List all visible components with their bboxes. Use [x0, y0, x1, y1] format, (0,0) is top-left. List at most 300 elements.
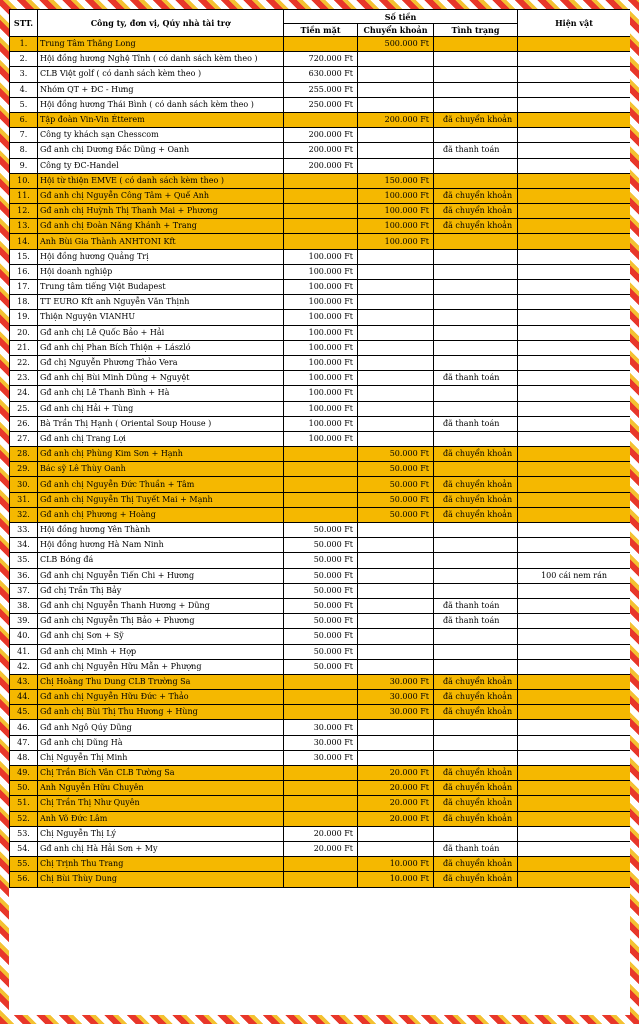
in-kind-gift	[518, 173, 630, 188]
table-row	[10, 112, 631, 127]
header-status: Tình trạng	[434, 24, 518, 37]
in-kind-gift	[518, 340, 630, 355]
in-kind-gift	[518, 720, 630, 735]
in-kind-gift	[518, 416, 630, 431]
payment-status: đã chuyển khoản	[434, 781, 518, 796]
donor-name: Gđ anh chị Bùi Minh Dũng + Nguyệt	[38, 371, 284, 386]
in-kind-gift	[518, 781, 630, 796]
donor-name: Gđ anh chị Phương + Hoàng	[38, 507, 284, 522]
transfer-amount	[358, 264, 434, 279]
cash-amount	[284, 705, 358, 720]
row-number: 51.	[10, 796, 38, 811]
donor-name: Chị Trần Bích Vân CLB Tường Sa	[38, 766, 284, 781]
transfer-amount: 30.000 Ft	[358, 690, 434, 705]
payment-status: đã thanh toán	[434, 416, 518, 431]
row-number: 50.	[10, 781, 38, 796]
table-row	[10, 857, 631, 872]
row-number: 39.	[10, 614, 38, 629]
payment-status: đã chuyển khoản	[434, 766, 518, 781]
donor-name: Gđ anh chị Phan Bích Thiện + László	[38, 340, 284, 355]
donor-name: Gđ anh chị Huỳnh Thị Thanh Mai + Phương	[38, 204, 284, 219]
cash-amount	[284, 234, 358, 249]
in-kind-gift	[518, 82, 630, 97]
transfer-amount	[358, 553, 434, 568]
payment-status: đã chuyển khoản	[434, 857, 518, 872]
row-number: 38.	[10, 598, 38, 613]
row-number: 11.	[10, 188, 38, 203]
row-number: 10.	[10, 173, 38, 188]
row-number: 33.	[10, 523, 38, 538]
row-number: 28.	[10, 447, 38, 462]
payment-status: đã thanh toán	[434, 614, 518, 629]
payment-status	[434, 386, 518, 401]
table-row	[10, 583, 631, 598]
cash-amount: 100.000 Ft	[284, 355, 358, 370]
transfer-amount	[358, 249, 434, 264]
cash-amount: 100.000 Ft	[284, 340, 358, 355]
cash-amount	[284, 462, 358, 477]
transfer-amount: 200.000 Ft	[358, 112, 434, 127]
cash-amount	[284, 690, 358, 705]
cash-amount: 20.000 Ft	[284, 826, 358, 841]
table-row	[10, 872, 631, 887]
transfer-amount	[358, 52, 434, 67]
in-kind-gift	[518, 310, 630, 325]
table-row	[10, 264, 631, 279]
cash-amount	[284, 796, 358, 811]
cash-amount	[284, 112, 358, 127]
payment-status	[434, 826, 518, 841]
in-kind-gift	[518, 112, 630, 127]
donor-name: Gđ anh chị Sơn + Sỹ	[38, 629, 284, 644]
transfer-amount: 30.000 Ft	[358, 705, 434, 720]
cash-amount: 50.000 Ft	[284, 553, 358, 568]
table-row	[10, 735, 631, 750]
transfer-amount: 500.000 Ft	[358, 37, 434, 52]
in-kind-gift	[518, 386, 630, 401]
transfer-amount	[358, 431, 434, 446]
cash-amount: 100.000 Ft	[284, 386, 358, 401]
transfer-amount: 100.000 Ft	[358, 204, 434, 219]
table-row	[10, 659, 631, 674]
row-number: 45.	[10, 705, 38, 720]
cash-amount: 20.000 Ft	[284, 841, 358, 856]
transfer-amount	[358, 386, 434, 401]
header-transfer: Chuyển khoản	[358, 24, 434, 37]
payment-status: đã chuyển khoản	[434, 507, 518, 522]
in-kind-gift	[518, 553, 630, 568]
in-kind-gift	[518, 659, 630, 674]
row-number: 5.	[10, 97, 38, 112]
in-kind-gift	[518, 295, 630, 310]
row-number: 56.	[10, 872, 38, 887]
payment-status: đã chuyển khoản	[434, 796, 518, 811]
payment-status	[434, 401, 518, 416]
row-number: 40.	[10, 629, 38, 644]
in-kind-gift	[518, 507, 630, 522]
in-kind-gift	[518, 705, 630, 720]
cash-amount: 100.000 Ft	[284, 401, 358, 416]
cash-amount	[284, 811, 358, 826]
cash-amount	[284, 188, 358, 203]
in-kind-gift	[518, 325, 630, 340]
donor-name: Công ty ĐC-Handel	[38, 158, 284, 173]
table-row	[10, 674, 631, 689]
donor-name: Tập đoàn Vin-Vin Étterem	[38, 112, 284, 127]
donor-name: Gđ anh chị Lê Quốc Bảo + Hải	[38, 325, 284, 340]
payment-status: đã chuyển khoản	[434, 872, 518, 887]
donor-name: Gđ anh chị Nguyễn Thị Tuyết Mai + Mạnh	[38, 492, 284, 507]
row-number: 37.	[10, 583, 38, 598]
transfer-amount	[358, 644, 434, 659]
transfer-amount	[358, 295, 434, 310]
table-row	[10, 280, 631, 295]
payment-status	[434, 340, 518, 355]
table-row	[10, 355, 631, 370]
table-row	[10, 447, 631, 462]
cash-amount: 100.000 Ft	[284, 280, 358, 295]
cash-amount: 250.000 Ft	[284, 97, 358, 112]
donor-name: Chị Nguyễn Thị Lý	[38, 826, 284, 841]
transfer-amount	[358, 355, 434, 370]
row-number: 30.	[10, 477, 38, 492]
in-kind-gift	[518, 371, 630, 386]
transfer-amount: 150.000 Ft	[358, 173, 434, 188]
payment-status	[434, 264, 518, 279]
in-kind-gift	[518, 796, 630, 811]
payment-status	[434, 173, 518, 188]
payment-status: đã thanh toán	[434, 841, 518, 856]
table-row	[10, 234, 631, 249]
in-kind-gift	[518, 462, 630, 477]
cash-amount: 50.000 Ft	[284, 523, 358, 538]
in-kind-gift	[518, 872, 630, 887]
payment-status: đã chuyển khoản	[434, 219, 518, 234]
donor-name: Gđ anh chị Nguyễn Tiến Chi + Hương	[38, 568, 284, 583]
cash-amount: 255.000 Ft	[284, 82, 358, 97]
donor-name: Bà Trần Thị Hạnh ( Oriental Soup House )	[38, 416, 284, 431]
donor-name: Chị Bùi Thùy Dung	[38, 872, 284, 887]
cash-amount: 30.000 Ft	[284, 750, 358, 765]
cash-amount	[284, 447, 358, 462]
in-kind-gift	[518, 538, 630, 553]
donor-name: Anh Bùi Gia Thành ANHTONI Kft	[38, 234, 284, 249]
table-row	[10, 386, 631, 401]
row-number: 19.	[10, 310, 38, 325]
donor-name: Gđ anh chị Nguyễn Công Tâm + Quế Anh	[38, 188, 284, 203]
in-kind-gift	[518, 219, 630, 234]
transfer-amount	[358, 325, 434, 340]
table-row	[10, 325, 631, 340]
row-number: 54.	[10, 841, 38, 856]
cash-amount	[284, 219, 358, 234]
transfer-amount	[358, 538, 434, 553]
cash-amount	[284, 204, 358, 219]
row-number: 53.	[10, 826, 38, 841]
payment-status	[434, 523, 518, 538]
transfer-amount: 50.000 Ft	[358, 462, 434, 477]
in-kind-gift	[518, 355, 630, 370]
row-number: 14.	[10, 234, 38, 249]
table-row	[10, 188, 631, 203]
in-kind-gift	[518, 280, 630, 295]
donor-name: Gđ chị Trần Thị Bảy	[38, 583, 284, 598]
table-row	[10, 781, 631, 796]
in-kind-gift	[518, 477, 630, 492]
cash-amount: 30.000 Ft	[284, 735, 358, 750]
cash-amount: 100.000 Ft	[284, 295, 358, 310]
donor-name: Gđ anh chị Nguyễn Thị Bảo + Phương	[38, 614, 284, 629]
cash-amount: 200.000 Ft	[284, 128, 358, 143]
payment-status: đã chuyển khoản	[434, 492, 518, 507]
payment-status	[434, 325, 518, 340]
payment-status	[434, 295, 518, 310]
row-number: 42.	[10, 659, 38, 674]
transfer-amount	[358, 128, 434, 143]
header-amount: Số tiền	[284, 10, 518, 24]
cash-amount: 50.000 Ft	[284, 583, 358, 598]
cash-amount	[284, 781, 358, 796]
in-kind-gift	[518, 188, 630, 203]
payment-status	[434, 97, 518, 112]
transfer-amount	[358, 97, 434, 112]
transfer-amount: 20.000 Ft	[358, 766, 434, 781]
donor-name: Gđ anh chị Nguyễn Thanh Hương + Dũng	[38, 598, 284, 613]
table-row	[10, 477, 631, 492]
payment-status: đã chuyển khoản	[434, 477, 518, 492]
payment-status: đã chuyển khoản	[434, 811, 518, 826]
table-row	[10, 97, 631, 112]
transfer-amount	[358, 416, 434, 431]
donor-name: Anh Võ Đức Lâm	[38, 811, 284, 826]
in-kind-gift	[518, 249, 630, 264]
table-row	[10, 340, 631, 355]
payment-status	[434, 720, 518, 735]
row-number: 48.	[10, 750, 38, 765]
donor-name: Gđ anh chị Hải + Tùng	[38, 401, 284, 416]
donor-name: Gđ anh chị Bùi Thị Thu Hương + Hùng	[38, 705, 284, 720]
payment-status	[434, 249, 518, 264]
row-number: 6.	[10, 112, 38, 127]
donor-name: Trung Tâm Thăng Long	[38, 37, 284, 52]
cash-amount	[284, 492, 358, 507]
row-number: 26.	[10, 416, 38, 431]
donor-name: Chị Trần Thị Như Quyên	[38, 796, 284, 811]
donor-name: Gđ anh chị Minh + Hợp	[38, 644, 284, 659]
payment-status: đã thanh toán	[434, 371, 518, 386]
payment-status: đã chuyển khoản	[434, 690, 518, 705]
in-kind-gift	[518, 841, 630, 856]
payment-status	[434, 52, 518, 67]
transfer-amount: 20.000 Ft	[358, 781, 434, 796]
table-row	[10, 750, 631, 765]
table-row	[10, 295, 631, 310]
in-kind-gift	[518, 37, 630, 52]
donor-name: TT EURO Kft anh Nguyễn Văn Thịnh	[38, 295, 284, 310]
donor-name: Chị Nguyễn Thị Minh	[38, 750, 284, 765]
transfer-amount	[358, 143, 434, 158]
table-row	[10, 766, 631, 781]
row-number: 23.	[10, 371, 38, 386]
cash-amount: 50.000 Ft	[284, 598, 358, 613]
transfer-amount: 10.000 Ft	[358, 857, 434, 872]
payment-status: đã chuyển khoản	[434, 674, 518, 689]
payment-status	[434, 659, 518, 674]
payment-status	[434, 82, 518, 97]
table-row	[10, 523, 631, 538]
cash-amount: 50.000 Ft	[284, 568, 358, 583]
row-number: 1.	[10, 37, 38, 52]
row-number: 12.	[10, 204, 38, 219]
transfer-amount	[358, 720, 434, 735]
transfer-amount	[358, 614, 434, 629]
table-row	[10, 538, 631, 553]
donor-name: Hội đồng hương Hà Nam Ninh	[38, 538, 284, 553]
payment-status	[434, 128, 518, 143]
transfer-amount: 20.000 Ft	[358, 811, 434, 826]
in-kind-gift	[518, 735, 630, 750]
payment-status: đã thanh toán	[434, 598, 518, 613]
transfer-amount: 50.000 Ft	[358, 492, 434, 507]
cash-amount	[284, 37, 358, 52]
table-row	[10, 796, 631, 811]
transfer-amount: 10.000 Ft	[358, 872, 434, 887]
payment-status	[434, 629, 518, 644]
donor-name: CLB Bóng đá	[38, 553, 284, 568]
payment-status: đã chuyển khoản	[434, 705, 518, 720]
donor-name: Chị Trịnh Thu Trang	[38, 857, 284, 872]
table-row	[10, 143, 631, 158]
payment-status: đã thanh toán	[434, 143, 518, 158]
row-number: 31.	[10, 492, 38, 507]
in-kind-gift	[518, 128, 630, 143]
donor-name: Gđ anh chị Đoàn Năng Khánh + Trang	[38, 219, 284, 234]
donor-name: Gđ chị Nguyễn Phương Thảo Vera	[38, 355, 284, 370]
transfer-amount	[358, 659, 434, 674]
in-kind-gift	[518, 523, 630, 538]
transfer-amount: 50.000 Ft	[358, 507, 434, 522]
donor-name: Gđ anh chị Trang Lợi	[38, 431, 284, 446]
donor-name: Thiện Nguyện VIANHU	[38, 310, 284, 325]
table-row	[10, 219, 631, 234]
donor-name: Hội từ thiện EMVE ( có danh sách kèm theo )	[38, 173, 284, 188]
in-kind-gift	[518, 431, 630, 446]
row-number: 15.	[10, 249, 38, 264]
transfer-amount: 50.000 Ft	[358, 447, 434, 462]
payment-status	[434, 750, 518, 765]
in-kind-gift	[518, 750, 630, 765]
donor-sheet	[9, 9, 630, 1015]
row-number: 13.	[10, 219, 38, 234]
donor-name: Anh Nguyễn Hữu Chuyên	[38, 781, 284, 796]
payment-status	[434, 280, 518, 295]
cash-amount: 100.000 Ft	[284, 431, 358, 446]
row-number: 17.	[10, 280, 38, 295]
payment-status	[434, 37, 518, 52]
table-row	[10, 158, 631, 173]
table-row	[10, 553, 631, 568]
transfer-amount: 30.000 Ft	[358, 674, 434, 689]
row-number: 18.	[10, 295, 38, 310]
transfer-amount	[358, 826, 434, 841]
transfer-amount: 100.000 Ft	[358, 219, 434, 234]
cash-amount: 100.000 Ft	[284, 310, 358, 325]
donor-name: Gđ anh chị Phùng Kim Sơn + Hạnh	[38, 447, 284, 462]
cash-amount: 630.000 Ft	[284, 67, 358, 82]
donor-table	[9, 9, 630, 888]
row-number: 22.	[10, 355, 38, 370]
donor-name: Gđ anh chị Nguyễn Đức Thuần + Tâm	[38, 477, 284, 492]
cash-amount	[284, 507, 358, 522]
in-kind-gift	[518, 857, 630, 872]
table-row	[10, 462, 631, 477]
in-kind-gift	[518, 690, 630, 705]
transfer-amount	[358, 629, 434, 644]
row-number: 44.	[10, 690, 38, 705]
in-kind-gift	[518, 52, 630, 67]
donor-name: Hội doanh nghiệp	[38, 264, 284, 279]
row-number: 25.	[10, 401, 38, 416]
cash-amount: 100.000 Ft	[284, 264, 358, 279]
payment-status	[434, 583, 518, 598]
payment-status	[434, 538, 518, 553]
table-row	[10, 720, 631, 735]
in-kind-gift	[518, 401, 630, 416]
transfer-amount	[358, 280, 434, 295]
in-kind-gift	[518, 826, 630, 841]
donor-name: Hội đồng hương Thái Bình ( có danh sách kèm theo )	[38, 97, 284, 112]
payment-status: đã chuyển khoản	[434, 188, 518, 203]
in-kind-gift	[518, 674, 630, 689]
row-number: 35.	[10, 553, 38, 568]
row-number: 43.	[10, 674, 38, 689]
in-kind-gift	[518, 143, 630, 158]
donor-name: Gđ anh chị Nguyễn Hữu Mẫn + Phượng	[38, 659, 284, 674]
row-number: 16.	[10, 264, 38, 279]
in-kind-gift	[518, 583, 630, 598]
header-stt: STT.	[10, 10, 38, 37]
table-row	[10, 204, 631, 219]
in-kind-gift	[518, 629, 630, 644]
cash-amount: 200.000 Ft	[284, 158, 358, 173]
in-kind-gift	[518, 67, 630, 82]
in-kind-gift	[518, 264, 630, 279]
donor-name: Gđ anh chị Dũng Hà	[38, 735, 284, 750]
donor-name: Bác sỹ Lê Thùy Oanh	[38, 462, 284, 477]
row-number: 27.	[10, 431, 38, 446]
transfer-amount: 100.000 Ft	[358, 188, 434, 203]
cash-amount: 100.000 Ft	[284, 371, 358, 386]
row-number: 4.	[10, 82, 38, 97]
transfer-amount	[358, 583, 434, 598]
row-number: 24.	[10, 386, 38, 401]
donor-name: Gđ anh chị Dương Đắc Dũng + Oanh	[38, 143, 284, 158]
row-number: 2.	[10, 52, 38, 67]
transfer-amount	[358, 371, 434, 386]
row-number: 8.	[10, 143, 38, 158]
row-number: 47.	[10, 735, 38, 750]
row-number: 3.	[10, 67, 38, 82]
table-row	[10, 705, 631, 720]
table-row	[10, 644, 631, 659]
payment-status	[434, 568, 518, 583]
header-gift: Hiện vật	[518, 10, 630, 37]
table-row	[10, 52, 631, 67]
in-kind-gift	[518, 614, 630, 629]
payment-status: đã chuyển khoản	[434, 447, 518, 462]
transfer-amount	[358, 401, 434, 416]
row-number: 21.	[10, 340, 38, 355]
